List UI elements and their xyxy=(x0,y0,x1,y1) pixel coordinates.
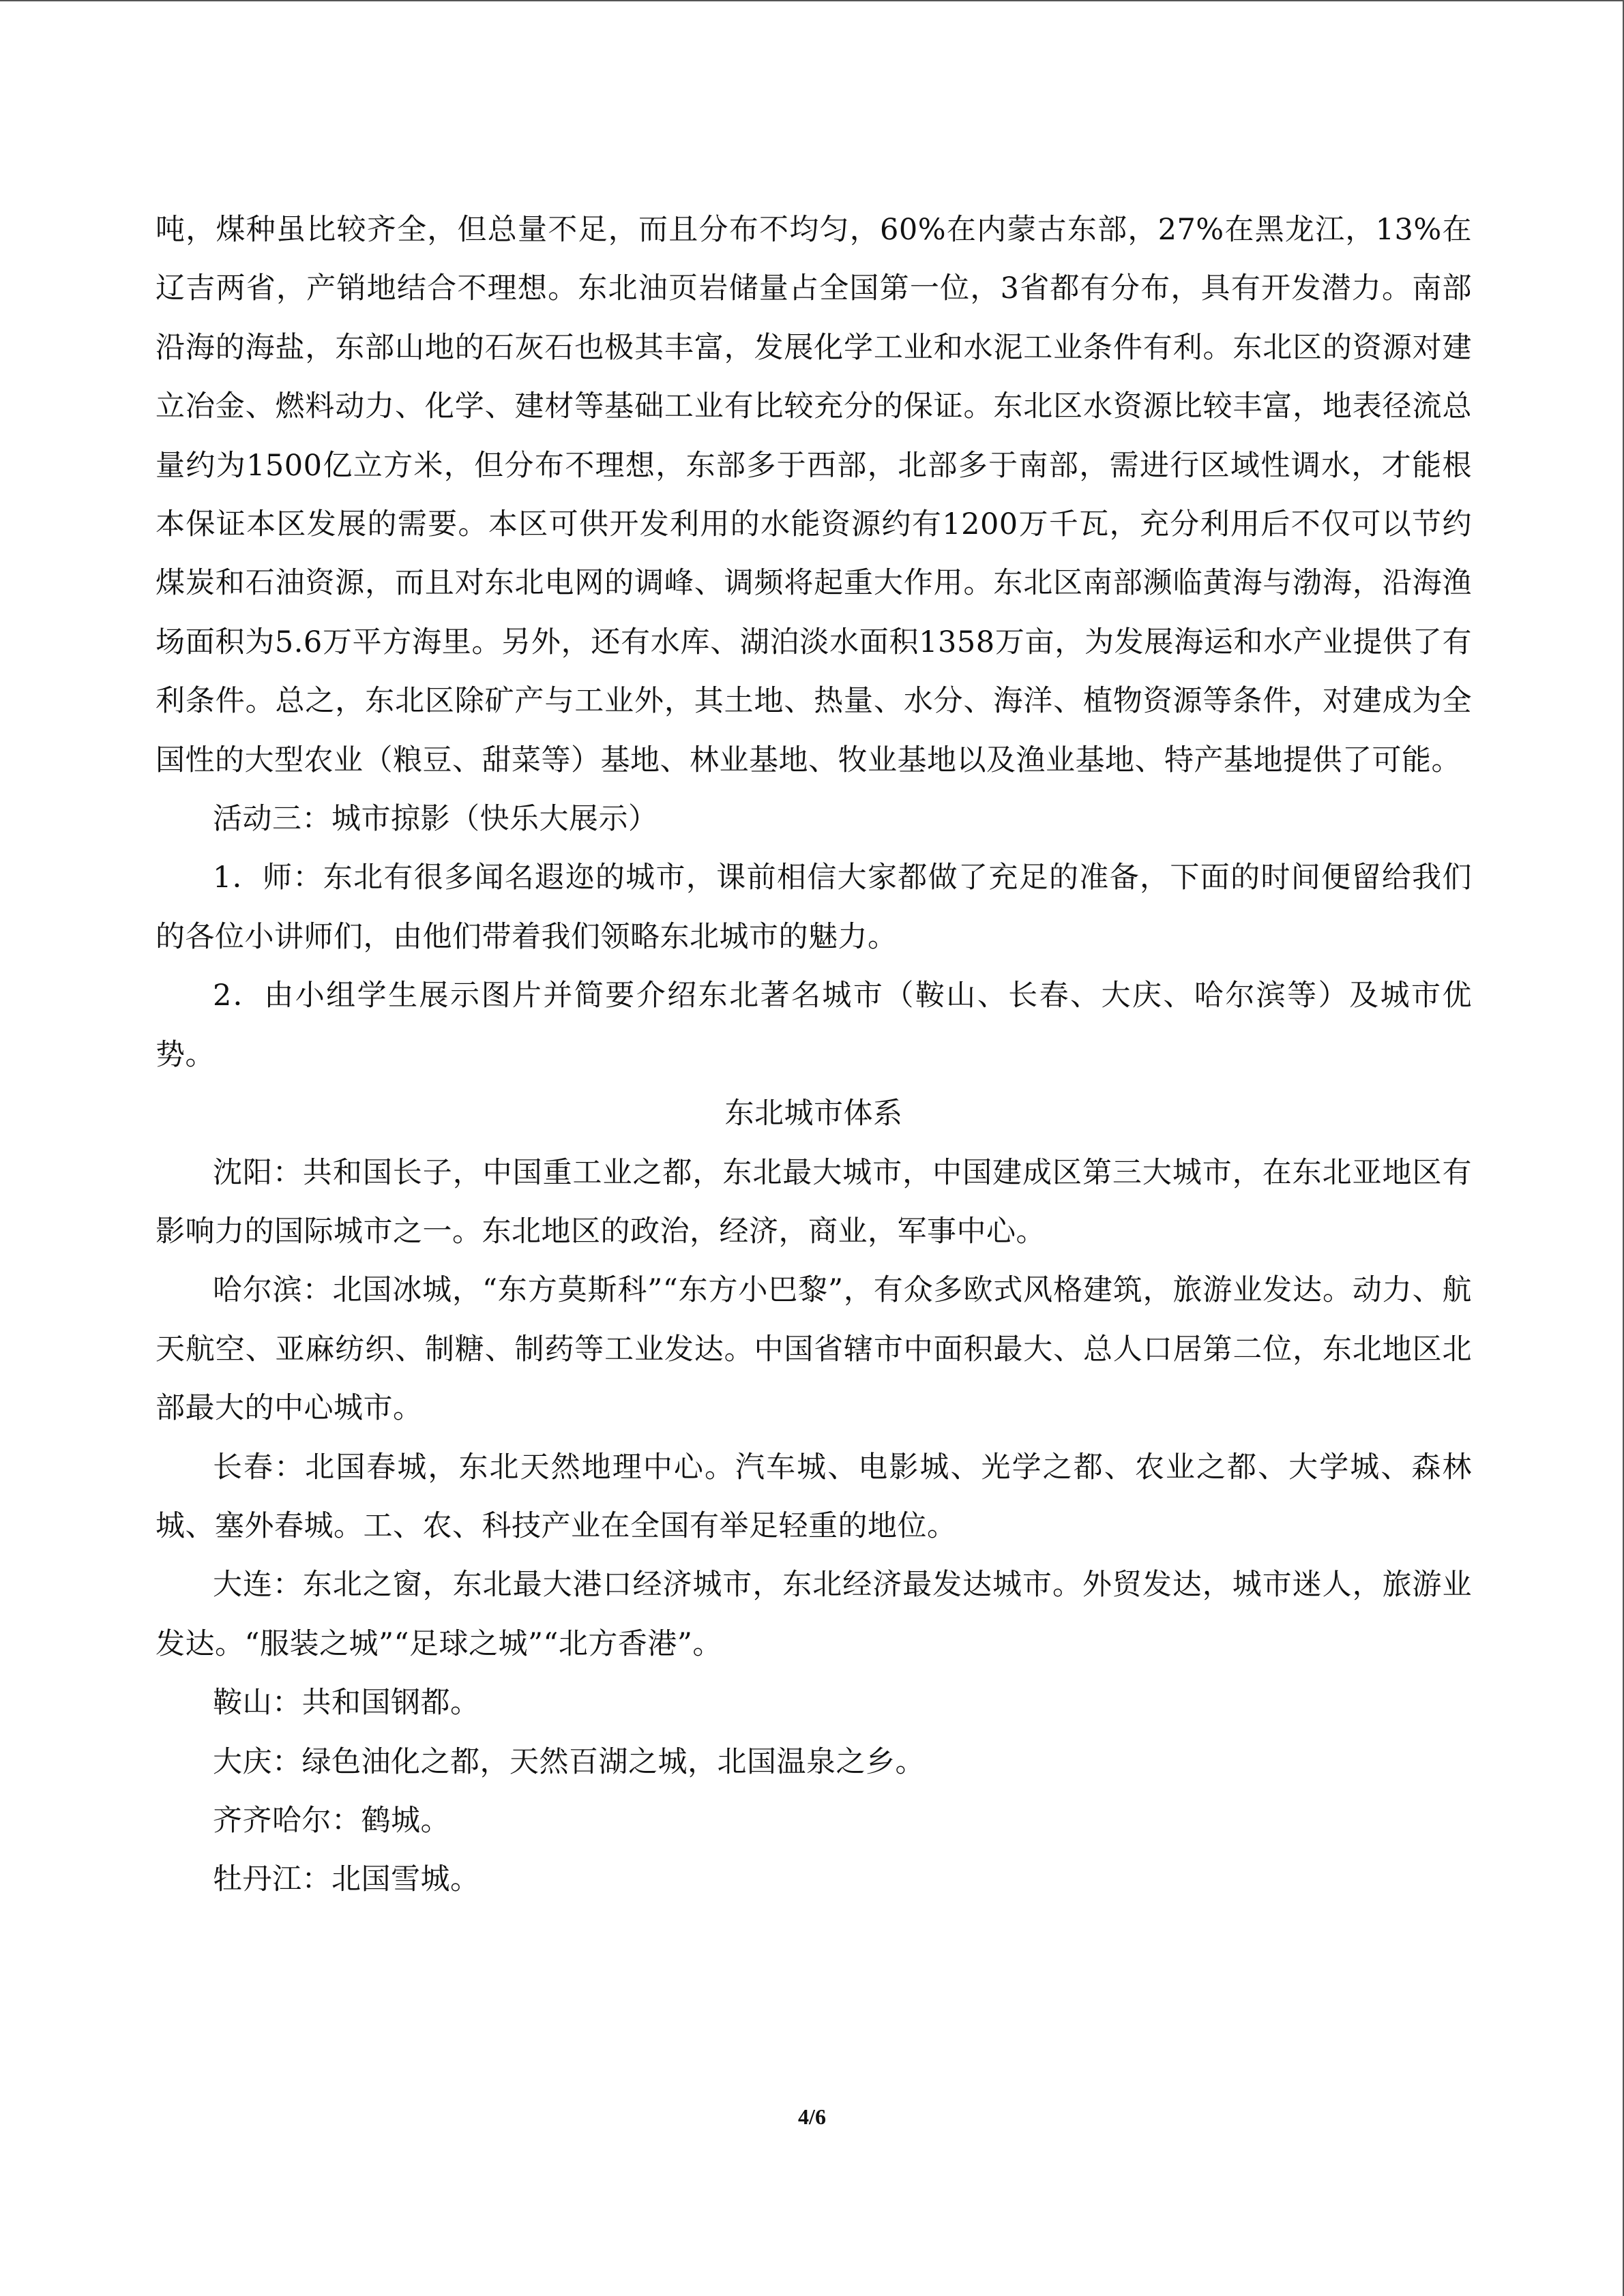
city-daqing: 大庆：绿色油化之都，天然百湖之城，北国温泉之乡。 xyxy=(213,1744,925,1779)
step-2-paragraph: 2．由小组学生展示图片并简要介绍东北著名城市（鞍山、长春、大庆、哈尔滨等）及城市优势。 xyxy=(156,979,1472,1072)
city-qiqihar: 齐齐哈尔：鹤城。 xyxy=(213,1803,450,1838)
city-dalian: 大连：东北之窗，东北最大港口经济城市，东北经济最发达城市。外贸发达，城市迷人，旅游业发达。“服装之城”“足球之城”“北方香港”。 xyxy=(156,1568,1472,1661)
city-mudanjiang: 牡丹江：北国雪城。 xyxy=(213,1862,480,1897)
activity-heading: 活动三：城市掠影（快乐大展示） xyxy=(213,802,658,837)
city-changchun: 长春：北国春城，东北天然地理中心。汽车城、电影城、光学之都、农业之都、大学城、森林城、塞外春城。工、农、科技产业在全国有举足轻重的地位。 xyxy=(156,1450,1472,1543)
city-anshan: 鞍山：共和国钢都。 xyxy=(213,1686,480,1720)
page-border-top xyxy=(0,0,1624,1)
step-1-paragraph: 1．师：东北有很多闻名遐迩的城市，课前相信大家都做了充足的准备，下面的时间便留给我们的各位小讲师们，由他们带着我们领略东北城市的魅力。 xyxy=(156,861,1472,954)
page-number: 4/6 xyxy=(798,2104,826,2129)
city-harbin: 哈尔滨：北国冰城，“东方莫斯科”“东方小巴黎”，有众多欧式风格建筑，旅游业发达。动力、航天航空、亚麻纺织、制糖、制药等工业发达。中国省辖市中面积最大、总人口居第二位，东北地区北部最大的中心城市。 xyxy=(156,1273,1472,1426)
city-shenyang: 沈阳：共和国长子，中国重工业之都，东北最大城市，中国建成区第三大城市，在东北亚地区有影响力的国际城市之一。东北地区的政治，经济，商业，军事中心。 xyxy=(156,1155,1472,1249)
section-title: 东北城市体系 xyxy=(724,1097,903,1131)
resource-paragraph: 吨，煤种虽比较齐全，但总量不足，而且分布不均匀，60%在内蒙古东部，27%在黑龙江，13%在辽吉两省，产销地结合不理想。东北油页岩储量占全国第一位，3省都有分布，具有开发潜力。南部沿海的海盐，东部山地的石灰石也极其丰富，发展化学工业和水泥工业条件有利。东北区的资源对建立冶金、燃料动力、化学、建材等基础工业有比较充分的保证。东北区水资源比较丰富，地表径流总量约为1500亿立方米，但分布不理想，东部多于西部，北部多于南部，需进行区域性调水，才能根本保证本区发展的需要。本区可供开发利用的水能资源约有1200万千瓦，充分利用后不仅可以节约煤炭和石油资源，而且对东北电网的调峰、调频将起重大作用。东北区南部濒临黄海与渤海，沿海渔场面积为5.6万平方海里。另外，还有水库、湖泊淡水面积1358万亩，为发展海运和水产业提供了有利条件。总之，东北区除矿产与工业外，其土地、热量、水分、海洋、植物资源等条件，对建成为全国性的大型农业（粮豆、甜菜等）基地、林业基地、牧业基地以及渔业基地、特产基地提供了可能。 xyxy=(156,213,1472,777)
page-body xyxy=(156,200,1472,1909)
